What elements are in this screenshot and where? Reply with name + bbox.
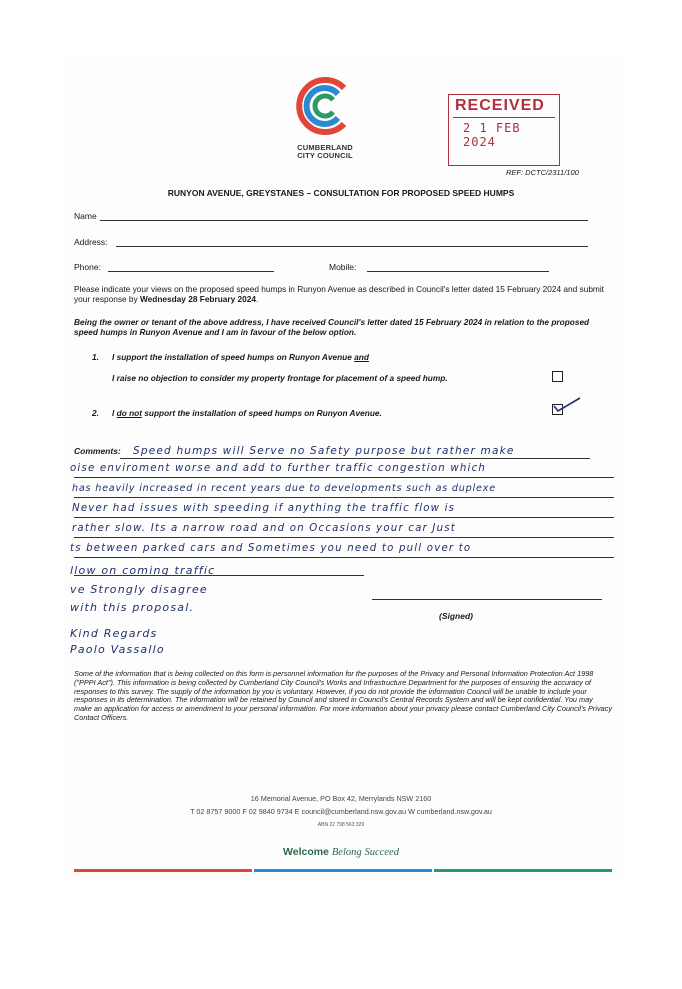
signed-label: (Signed): [439, 611, 473, 621]
council-name-line1: CUMBERLAND: [297, 143, 353, 152]
comment-handwriting: Never had issues with speeding if anything the traffic flow is: [72, 503, 456, 514]
comment-line: [74, 517, 614, 518]
intro-text: Please indicate your views on the proposed speed humps in Runyon Avenue as described in Council's letter dated 15 February 2024 and submit your response by: [74, 284, 604, 304]
council-logo-icon: [296, 74, 352, 138]
option2-number: 2.: [92, 408, 99, 418]
option2-text: [112, 408, 382, 418]
received-stamp: [448, 94, 560, 166]
comment-handwriting: Speed humps will Serve no Safety purpose but rather make: [133, 445, 515, 457]
comment-line: [120, 458, 590, 459]
address-label: Address:: [74, 237, 108, 247]
option2-rest: support the installation of speed humps on Runyon Avenue.: [144, 408, 382, 418]
intro-end: .: [256, 294, 259, 304]
option1-checkbox[interactable]: [552, 371, 563, 382]
footer-bar-blue: [254, 869, 432, 872]
phone-field[interactable]: [108, 271, 274, 272]
comment-handwriting: rather slow. Its a narrow road and on Occasions your car Just: [72, 523, 456, 534]
comment-line: [74, 557, 614, 558]
tick-mark-icon: [552, 396, 582, 416]
address-field[interactable]: [116, 246, 588, 247]
name-label: Name: [74, 211, 97, 221]
slogan-welcome: Welcome: [283, 846, 329, 858]
option1-number: 1.: [92, 352, 99, 362]
privacy-notice: Some of the information that is being collected on this form is personnel information for the purposes of the Privacy and Personal Information Protection Act 1998 ("PPPI Act"). This information is being collected by Cumberland City Council's Works and Infrastructure Department for the purposes of ensuring the accuracy of responses to this survey. The supply of the information by you is voluntary. However, if you do not provide the information Council will be unable to include your responses in its determination. The information will be retained by Council and stored in Council's Central Records System and will be kept confidential. You may make an application for access or amendment to your personal information. For more information about your privacy please contact Cumberland City Council's Privacy Contact Officers.: [74, 669, 612, 722]
option1-text: I support the installation of speed humps on Runyon Avenue: [112, 352, 352, 362]
reference-number: REF: DCTC/2311/100: [506, 168, 579, 177]
footer-slogan: [0, 846, 682, 858]
mobile-label: Mobile:: [329, 262, 357, 272]
form-title: RUNYON AVENUE, GREYSTANES – CONSULTATION FOR PROPOSED SPEED HUMPS: [167, 188, 515, 198]
phone-label: Phone:: [74, 262, 101, 272]
signoff-handwriting: Paolo Vassallo: [70, 643, 165, 656]
comment-handwriting: ts between parked cars and Sometimes you need to pull over to: [70, 543, 472, 554]
footer-address: 16 Memorial Avenue, PO Box 42, Merrylands NSW 2160: [250, 794, 432, 803]
mobile-field[interactable]: [367, 271, 549, 272]
footer-contact: T 02 8757 9000 F 02 9840 9734 E council@cumberland.nsw.gov.au W cumberland.nsw.gov.au: [190, 807, 492, 816]
comments-label: Comments:: [74, 446, 121, 456]
signoff-handwriting: Kind Regards: [70, 627, 158, 640]
option1-and: and: [354, 352, 369, 362]
footer-bar-green: [434, 869, 612, 872]
council-name: [280, 144, 370, 160]
comment-handwriting: with this proposal.: [70, 601, 195, 614]
comment-handwriting: has heavily increased in recent years due to developments such as duplexe: [72, 483, 496, 494]
footer-abn: ABN 22 798 563 329: [317, 822, 365, 828]
option2-pre: I: [112, 408, 115, 418]
comment-handwriting: ve Strongly disagree: [70, 583, 208, 596]
comment-line: [74, 477, 614, 478]
comment-line: [74, 497, 614, 498]
signature-line[interactable]: [372, 599, 602, 600]
council-name-line2: CITY COUNCIL: [297, 151, 353, 160]
slogan-succeed: Succeed: [364, 847, 399, 858]
declaration-paragraph: Being the owner or tenant of the above address, I have received Council's letter dated 15 February 2024 in relation to the proposed speed humps in Runyon Avenue and I am in favour of the below option.: [74, 317, 590, 337]
intro-paragraph: [74, 284, 614, 304]
comment-handwriting: llow on coming traffic: [70, 564, 216, 577]
stamp-date: 2 1 FEB 2024: [463, 121, 521, 149]
intro-deadline: Wednesday 28 February 2024: [139, 294, 257, 304]
option2-do-not: do not: [116, 408, 142, 418]
footer-bar-red: [74, 869, 252, 872]
option1-line2: I raise no objection to consider my property frontage for placement of a speed hump.: [112, 373, 448, 383]
stamp-label: RECEIVED: [455, 97, 545, 114]
comment-line: [74, 537, 614, 538]
name-field[interactable]: [100, 220, 588, 221]
stamp-divider: [453, 117, 555, 118]
slogan-belong: Belong: [331, 847, 362, 858]
option1-line1: [112, 352, 369, 362]
comment-handwriting: oise enviroment worse and add to further traffic congestion which: [70, 463, 487, 474]
